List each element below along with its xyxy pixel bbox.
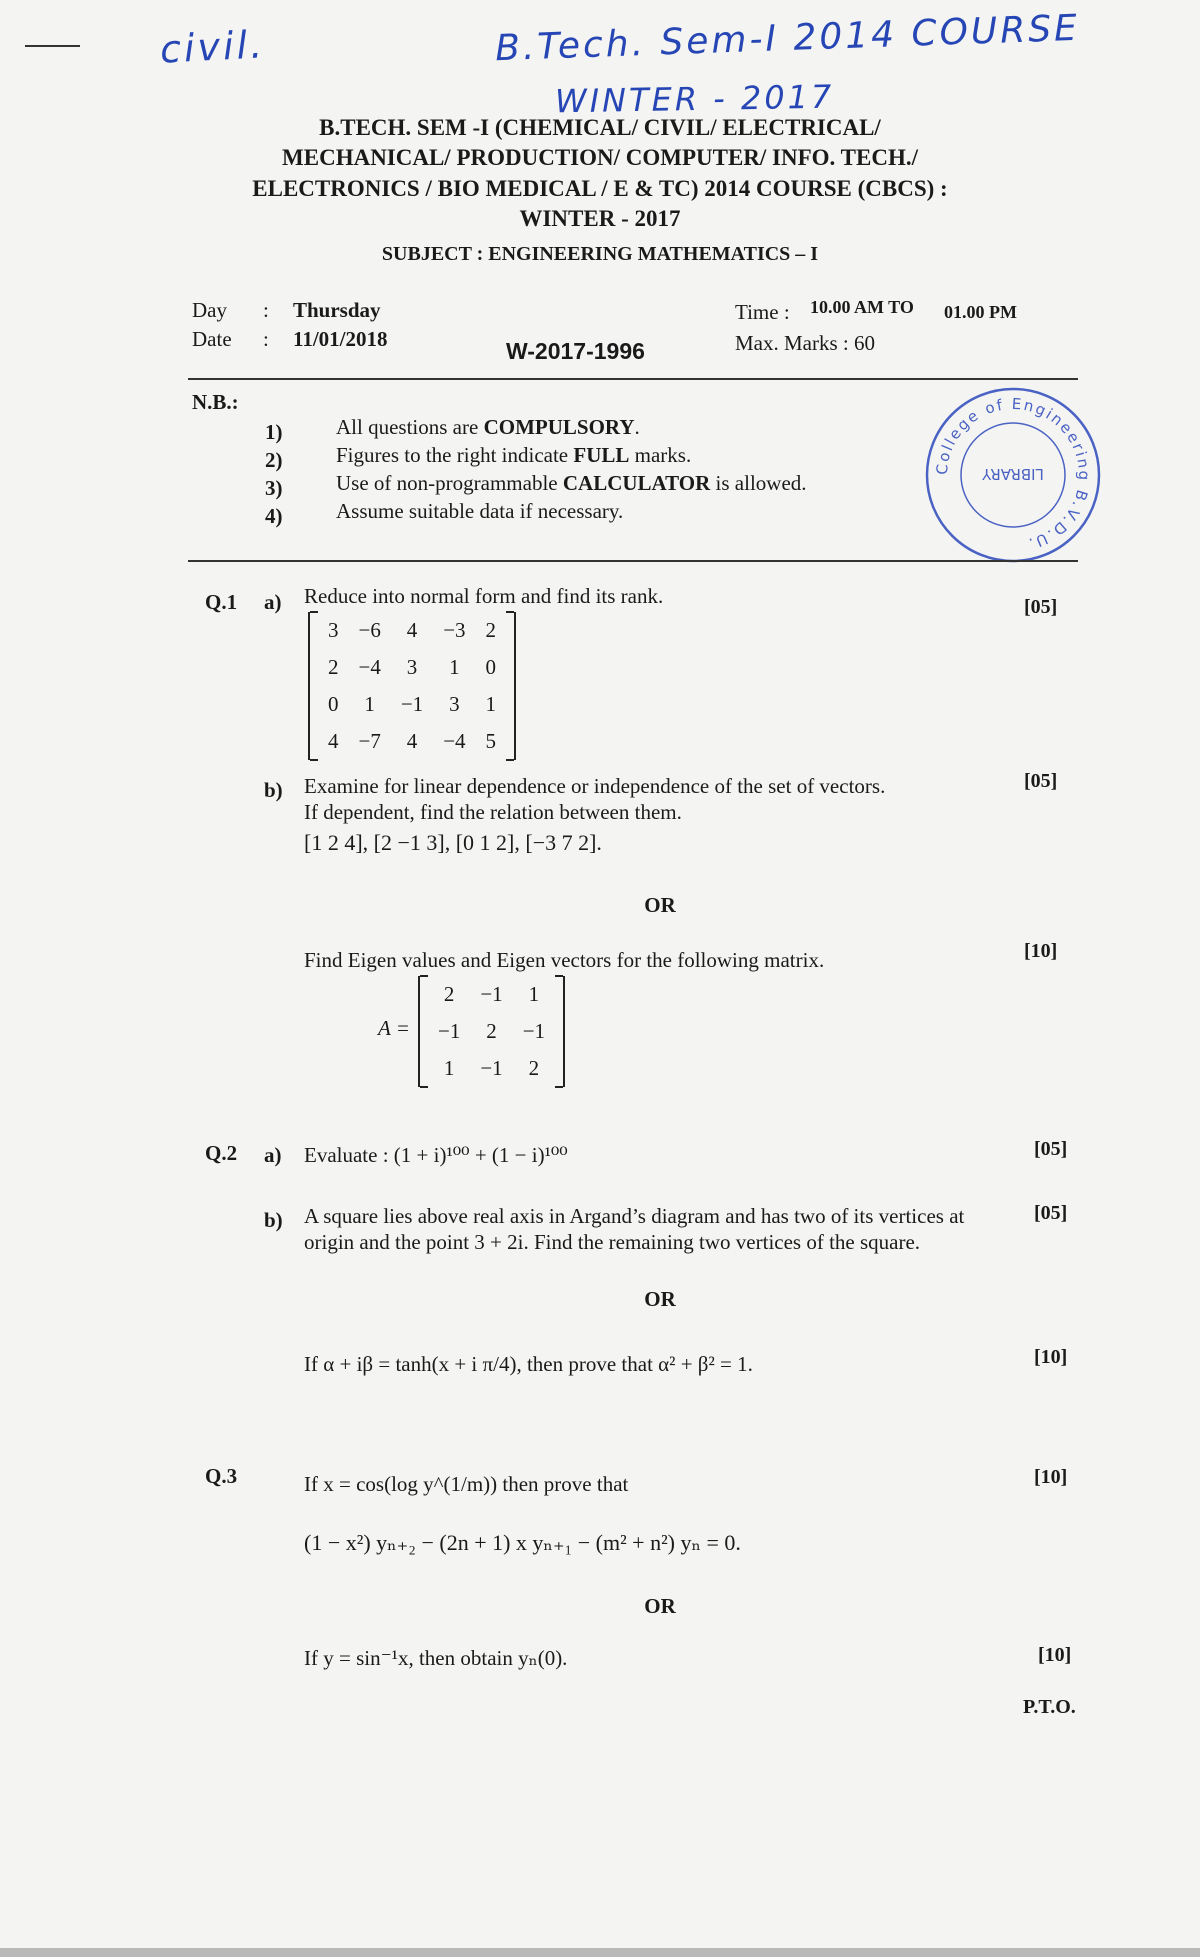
matrix-cell: 3 — [406, 655, 418, 679]
matrix-cell: −1 — [400, 692, 424, 716]
q1-part-a-marks: [05] — [1024, 596, 1058, 618]
q3-alt-marks: [10] — [1038, 1644, 1072, 1666]
matrix-cell: −4 — [443, 729, 466, 753]
question-number-1: Q.1 — [205, 590, 238, 614]
header-line-4: WINTER - 2017 — [519, 206, 681, 231]
page-bottom-edge — [0, 1948, 1200, 1957]
matrix-cell: −1 — [480, 982, 503, 1006]
q3-text-1: If x = cos(log y^(1/m)) then prove that — [304, 1472, 629, 1496]
matrix-cell: 2 — [485, 618, 497, 642]
stamp-ring-text: College of Engineering B.V.D.U. — [932, 394, 1094, 554]
nb-item: Figures to the right indicate FULL marks. — [336, 443, 692, 467]
day-value: Thursday — [293, 298, 381, 322]
matrix-cell: −7 — [358, 729, 381, 753]
matrix-cell: 4 — [406, 729, 418, 753]
matrix-cell: 0 — [328, 692, 339, 716]
nb-label: N.B.: — [192, 390, 239, 414]
q1-part-a-label: a) — [264, 590, 282, 614]
nb-number: 1) — [265, 420, 283, 444]
matrix-cell: 5 — [485, 729, 497, 753]
matrix-cell: −6 — [358, 618, 381, 642]
bottom-rule — [188, 560, 1078, 562]
matrix-cell: 0 — [485, 655, 497, 679]
matrix-a-lhs: A = — [378, 1016, 410, 1040]
q1-rank-matrix — [308, 612, 516, 760]
q2-part-b-text-2: origin and the point 3 + 2i. Find the remaining two vertices of the square. — [304, 1230, 921, 1254]
q2-alt-text: If α + iβ = tanh(x + i π/4), then prove that α² + β² = 1. — [304, 1352, 753, 1376]
matrix-cell: −1 — [522, 1019, 546, 1043]
matrix-cell: −3 — [443, 618, 466, 642]
time-value: 10.00 AM TO — [810, 297, 914, 317]
q2-alt-marks: [10] — [1034, 1346, 1068, 1368]
matrix-cell: 1 — [364, 692, 375, 716]
q3-or: OR — [644, 1594, 676, 1618]
q1-alt-text: Find Eigen values and Eigen vectors for the following matrix. — [304, 948, 825, 972]
paper-code: W-2017-1996 — [506, 338, 645, 364]
date-label: Date — [192, 327, 232, 351]
q2-part-b-marks: [05] — [1034, 1202, 1068, 1224]
q1-part-b-label: b) — [264, 778, 283, 802]
q1-part-b-text-2: If dependent, find the relation between them. — [304, 800, 682, 824]
matrix-cell: 1 — [449, 655, 460, 679]
nb-number: 3) — [265, 476, 283, 500]
q2-part-a-marks: [05] — [1034, 1138, 1068, 1160]
matrix-cell: −1 — [438, 1019, 461, 1043]
q2-part-b-label: b) — [264, 1208, 283, 1232]
matrix-cell: 1 — [443, 1056, 455, 1080]
matrix-cell: −1 — [480, 1056, 503, 1080]
matrix-cell: 1 — [485, 692, 497, 716]
time-end: 01.00 PM — [944, 302, 1017, 322]
subject-line: SUBJECT : ENGINEERING MATHEMATICS – I — [381, 243, 819, 265]
q1-eigen-matrix — [418, 976, 565, 1087]
q1-part-a-text: Reduce into normal form and find its rank. — [304, 584, 664, 608]
day-colon: : — [263, 298, 269, 322]
question-number-2: Q.2 — [205, 1141, 238, 1165]
q1-part-b-marks: [05] — [1024, 770, 1058, 792]
time-label: Time : — [735, 300, 790, 324]
question-number-3: Q.3 — [205, 1464, 238, 1488]
matrix-cell: 1 — [528, 982, 540, 1006]
matrix-cell: 2 — [528, 1056, 540, 1080]
matrix-cell: 2 — [328, 655, 339, 679]
q1-or: OR — [644, 893, 676, 917]
nb-number: 2) — [265, 448, 283, 472]
matrix-cell: 2 — [486, 1019, 497, 1043]
q3-marks: [10] — [1034, 1466, 1068, 1488]
q1-alt-marks: [10] — [1024, 940, 1058, 962]
matrix-cell: 3 — [449, 692, 460, 716]
handwritten-winter-note: WINTER - 2017 — [554, 77, 835, 121]
q2-part-a-text: Evaluate : (1 + i)¹⁰⁰ + (1 − i)¹⁰⁰ — [304, 1143, 568, 1167]
day-label: Day — [192, 298, 227, 322]
matrix-cell: 2 — [443, 982, 455, 1006]
date-colon: : — [263, 327, 269, 351]
date-value: 11/01/2018 — [293, 327, 388, 351]
nb-number: 4) — [265, 504, 283, 528]
q3-equation: (1 − x²) yₙ₊₂ − (2n + 1) x yₙ₊₁ − (m² + n²) yₙ = 0. — [304, 1530, 741, 1555]
q1-part-b-text-1: Examine for linear dependence or independence of the set of vectors. — [304, 774, 886, 798]
q2-or: OR — [644, 1287, 676, 1311]
header-line-3: ELECTRONICS / BIO MEDICAL / E & TC) 2014 COURSE (CBCS) : — [252, 176, 948, 201]
pen-stroke — [25, 45, 80, 47]
header-line-2: MECHANICAL/ PRODUCTION/ COMPUTER/ INFO. TECH./ — [282, 145, 918, 170]
matrix-cell: −4 — [358, 655, 381, 679]
q2-part-a-label: a) — [264, 1143, 282, 1167]
stamp-center-text: LIBRARY — [982, 465, 1044, 483]
max-marks: Max. Marks : 60 — [735, 331, 875, 355]
matrix-cell: 4 — [328, 729, 339, 753]
handwritten-civil: civil. — [158, 22, 267, 72]
q2-part-b-text-1: A square lies above real axis in Argand’s diagram and has two of its vertices at — [304, 1204, 965, 1228]
q3-alt-text: If y = sin⁻¹x, then obtain yₙ(0). — [304, 1646, 568, 1670]
q1-part-b-vectors: [1 2 4], [2 −1 3], [0 1 2], [−3 7 2]. — [304, 830, 602, 855]
top-rule — [188, 378, 1078, 380]
nb-item: Use of non-programmable CALCULATOR is allowed. — [336, 471, 807, 495]
matrix-cell: 3 — [328, 618, 339, 642]
matrix-cell: 4 — [406, 618, 418, 642]
handwritten-course-note: B.Tech. Sem-I 2014 COURSE — [494, 7, 1081, 70]
pto-label: P.T.O. — [1023, 1696, 1076, 1718]
header-line-1: B.TECH. SEM -I (CHEMICAL/ CIVIL/ ELECTRICAL/ — [319, 115, 881, 140]
nb-item: Assume suitable data if necessary. — [336, 499, 624, 523]
nb-item: All questions are COMPULSORY. — [336, 415, 640, 439]
library-stamp — [923, 385, 1103, 565]
